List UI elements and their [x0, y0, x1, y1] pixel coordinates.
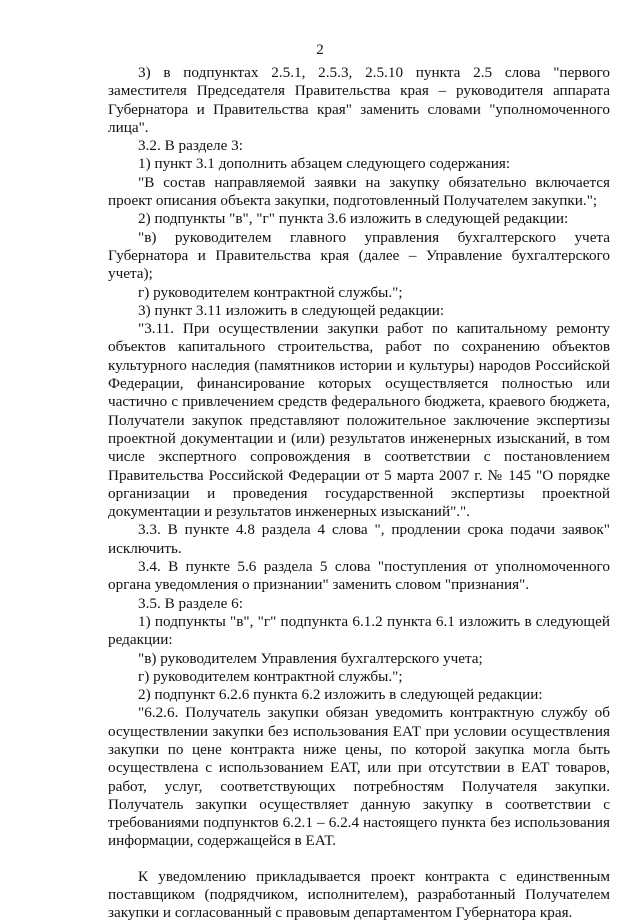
paragraph-section-3-3: 3.3. В пункте 4.8 раздела 4 слова ", продлении срока подачи заявок" исключить. [108, 521, 610, 557]
paragraph-section-3-4: 3.4. В пункте 5.6 раздела 5 слова "поступления от уполномоченного органа уведомления о признании" заменить словом "признания". [108, 558, 610, 594]
paragraph-section-3-5: 3.5. В разделе 6: [138, 594, 243, 612]
paragraph-quote-3-11: "3.11. При осуществлении закупки работ по капитальному ремонту объектов капитального строительства, работ по сохранению объектов культурного наследия (памятников истории и культуры) народов Российской Федерации, финансирование которых осуществляется полностью или частично с привлечением средств федерального бюджета, краевого бюджета, Получатели закупок представляют положительное заключение экспертизы проектной документации и (или) результатов инженерных изысканий, в том числе экспертного сопровождения в соответствии с постановлением Правительства Российской Федерации от 5 марта 2007 г. № 145 "О порядке организации и проведения государственной экспертизы проектной документации и результатов инженерных изысканий".". [108, 320, 610, 521]
paragraph-notification-attachment: К уведомлению прикладывается проект контракта с единственным поставщиком (подрядчиком, исполнителем), разработанный Получателем закупки и согласованный с правовым департаментом Губернатора края. [108, 867, 610, 922]
page-number: 2 [316, 42, 324, 58]
paragraph-quote-subitem-v-2: "в) руководителем Управления бухгалтерского учета; [138, 649, 483, 667]
paragraph-item-2-point-3-6: 2) подпункты "в", "г" пункта 3.6 изложить в следующей редакции: [138, 210, 569, 228]
paragraph-quote-subitem-v: "в) руководителем главного управления бухгалтерского учета Губернатора и Правительства края (далее – Управление бухгалтерского учета); [108, 228, 610, 283]
paragraph-section-3-2: 3.2. В разделе 3: [138, 137, 243, 155]
paragraph-item-1-point-3-1: 1) пункт 3.1 дополнить абзацем следующего содержания: [138, 155, 511, 173]
paragraph-item-1-subpoint-6-1-2: 1) подпункты "в", "г" подпункта 6.1.2 пункта 6.1 изложить в следующей редакции: [108, 612, 610, 649]
paragraph-item-2-subpoint-6-2-6: 2) подпункт 6.2.6 пункта 6.2 изложить в следующей редакции: [138, 686, 543, 704]
paragraph-item-3-point-3-11: 3) пункт 3.11 изложить в следующей редакции: [138, 301, 445, 319]
document-body [108, 64, 610, 923]
paragraph-quote-application: "В состав направляемой заявки на закупку обязательно включается проект описания объекта закупки, подготовленный Получателем закупки."; [108, 173, 610, 210]
paragraph-quote-subitem-g: г) руководителем контрактной службы."; [138, 283, 403, 301]
paragraph-quote-subitem-g-2: г) руководителем контрактной службы."; [138, 667, 403, 685]
paragraph-quote-6-2-6: "6.2.6. Получатель закупки обязан уведомить контрактную службу об осуществлении закупки без использования ЕАТ при условии осуществления закупки по цене контракта ниже цены, по которой закупка могла быть осуществлена с использованием ЕАТ, или при отсутствии в ЕАТ товаров, работ, услуг, соответствующих потребностям Получателя закупки. Получатель закупки осуществляет данную закупку в соответствии с требованиями подпунктов 6.2.1 – 6.2.4 настоящего пункта без использования информации, содержащейся в ЕАТ. [108, 704, 610, 850]
paragraph-subitem-3: 3) в подпунктах 2.5.1, 2.5.3, 2.5.10 пункта 2.5 слова "первого заместителя Председателя Правительства края – руководителя аппарата Губернатора и Правительства края" заменить словами "уполномоченного лица". [108, 64, 610, 136]
